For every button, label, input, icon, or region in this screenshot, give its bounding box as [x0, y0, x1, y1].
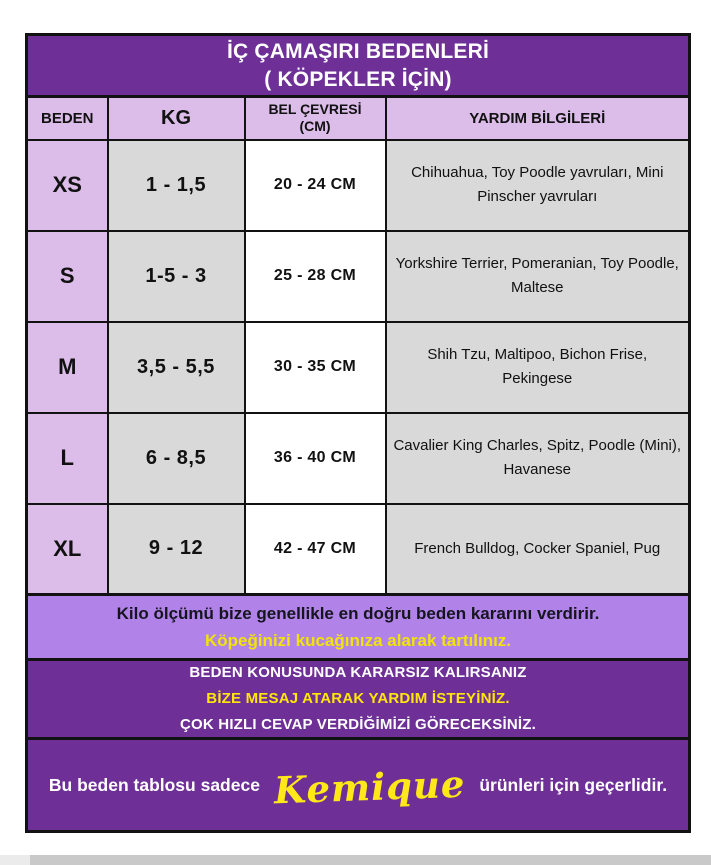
table-row-m — [27, 322, 690, 413]
help-note-line2: BİZE MESAJ ATARAK YARDIM İSTEYİNİZ. — [206, 689, 510, 707]
kemique-brand-logo: Kemique — [273, 761, 467, 813]
column-header-waist-line1: BEL ÇEVRESİ — [268, 100, 362, 117]
size-table — [25, 95, 691, 596]
table-row-s — [27, 231, 690, 322]
column-header-info: YARDIM BİLGİLERİ — [386, 97, 690, 140]
chart-title-banner — [25, 33, 691, 98]
waist-range: 30 - 35 CM — [245, 322, 386, 413]
horizontal-scrollbar-track[interactable] — [0, 855, 711, 865]
table-row-xl — [27, 504, 690, 595]
kg-range: 6 - 8,5 — [108, 413, 245, 504]
kg-range: 1 - 1,5 — [108, 140, 245, 231]
help-note-line1: BEDEN KONUSUNDA KARARSIZ KALIRSANIZ — [189, 663, 527, 681]
weight-note-line2: Köpeğinizi kucağınıza alarak tartılınız. — [204, 631, 512, 650]
breed-info: Shih Tzu, Maltipoo, Bichon Frise, Pekingese — [386, 322, 690, 413]
size-label: XS — [27, 140, 108, 231]
waist-range: 25 - 28 CM — [245, 231, 386, 322]
help-note-line3: ÇOK HIZLI CEVAP VERDİĞİMİZİ GÖRECEKSİNİZ. — [179, 716, 536, 734]
kg-range: 3,5 - 5,5 — [108, 322, 245, 413]
size-label: XL — [27, 504, 108, 595]
size-label: S — [27, 231, 108, 322]
column-header-waist-line2: (CM) — [299, 118, 331, 135]
table-row-xs — [27, 140, 690, 231]
brand-note-suffix: ürünleri için geçerlidir. — [479, 774, 668, 795]
breed-info: Cavalier King Charles, Spitz, Poodle (Mini), Havanese — [386, 413, 690, 504]
breed-info: French Bulldog, Cocker Spaniel, Pug — [386, 504, 690, 595]
weight-note-line1: Kilo ölçümü bize genellikle en doğru beden kararını verdirir. — [116, 603, 600, 623]
waist-range: 42 - 47 CM — [245, 504, 386, 595]
kg-range: 9 - 12 — [108, 504, 245, 595]
column-header-kg: KG — [108, 97, 245, 140]
size-label: M — [27, 322, 108, 413]
column-header-waist — [245, 97, 386, 140]
chart-title-line1: İÇ ÇAMAŞIRI BEDENLERİ — [226, 39, 490, 63]
table-header-row — [27, 97, 690, 140]
help-note-box — [25, 658, 691, 740]
brand-note-box — [25, 737, 691, 833]
column-header-size: BEDEN — [27, 97, 108, 140]
waist-range: 20 - 24 CM — [245, 140, 386, 231]
kg-range: 1-5 - 3 — [108, 231, 245, 322]
horizontal-scrollbar-thumb[interactable] — [30, 855, 711, 865]
size-label: L — [27, 413, 108, 504]
brand-note-prefix: Bu beden tablosu sadece — [48, 774, 260, 795]
size-chart-sheet — [25, 33, 691, 833]
breed-info: Chihuahua, Toy Poodle yavruları, Mini Pinscher yavruları — [386, 140, 690, 231]
breed-info: Yorkshire Terrier, Pomeranian, Toy Poodle, Maltese — [386, 231, 690, 322]
waist-range: 36 - 40 CM — [245, 413, 386, 504]
weight-note-box — [25, 593, 691, 661]
table-row-l — [27, 413, 690, 504]
chart-title-line2: ( KÖPEKLER İÇİN) — [264, 67, 452, 91]
